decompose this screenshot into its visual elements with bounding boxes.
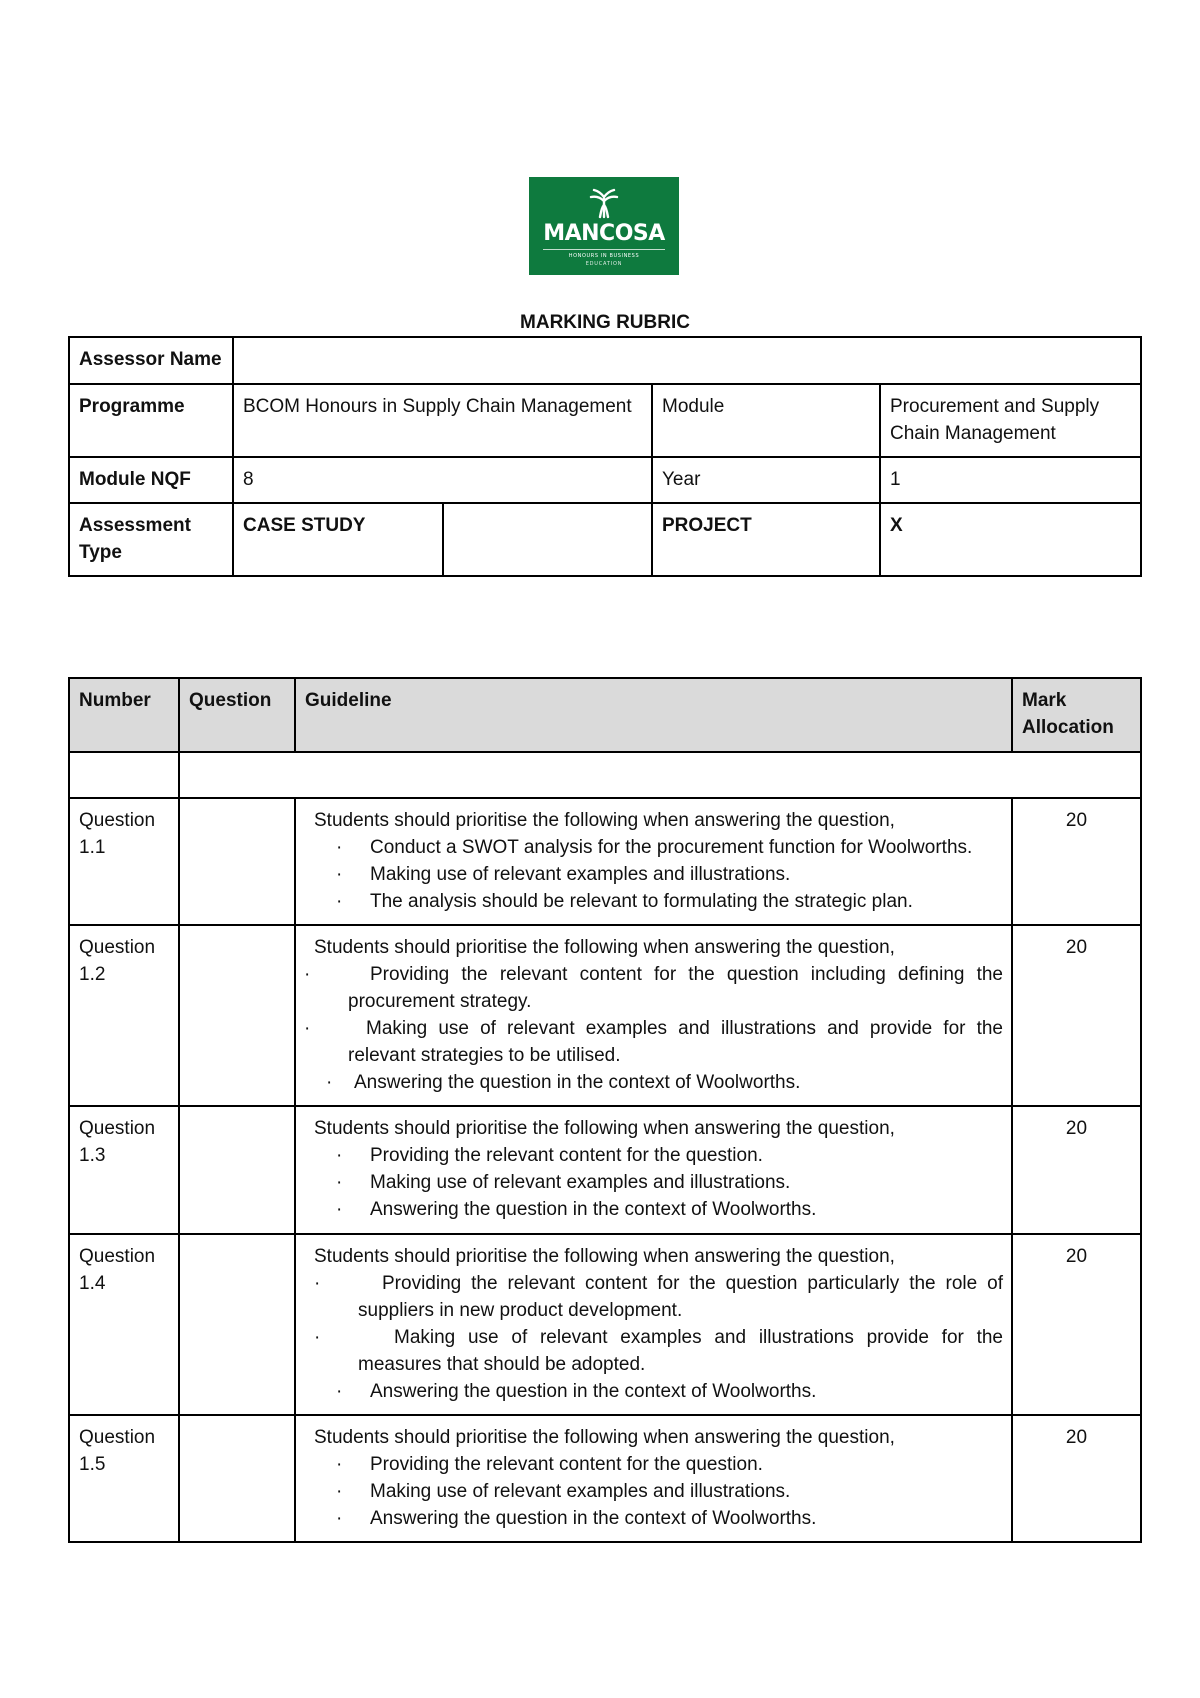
- list-item: · Making use of relevant examples and illustrations.: [336, 1481, 791, 1502]
- nqf-value: 8: [233, 457, 652, 503]
- row-question: [179, 1234, 295, 1415]
- year-value: 1: [880, 457, 1141, 503]
- table-row: [69, 1415, 1141, 1542]
- list-item: · Answering the question in the context of Woolworths.: [336, 1508, 817, 1529]
- programme-label: Programme: [69, 384, 233, 457]
- header-mark-allocation: Mark Allocation: [1012, 678, 1141, 752]
- module-value: Procurement and Supply Chain Management: [880, 384, 1141, 457]
- assessor-label: Assessor Name: [69, 337, 233, 384]
- list-item: · Answering the question in the context of Woolworths.: [326, 1072, 801, 1093]
- row-mark: 20: [1012, 1415, 1141, 1542]
- row-number: Question 1.3: [69, 1106, 179, 1234]
- assessment-info-table: [68, 336, 1142, 577]
- type-case-study: CASE STUDY: [233, 503, 443, 576]
- type-label: Assessment Type: [69, 503, 233, 576]
- row-number: Question 1.2: [69, 925, 179, 1106]
- type-project: PROJECT: [652, 503, 880, 576]
- table-row: [69, 925, 1141, 1106]
- row-mark: 20: [1012, 798, 1141, 925]
- rubric-empty-row: [69, 752, 1141, 798]
- row-number: Question 1.5: [69, 1415, 179, 1542]
- module-label: Module: [652, 384, 880, 457]
- table-row: [69, 1106, 1141, 1234]
- type-project-mark: X: [880, 503, 1141, 576]
- row-guideline: [295, 925, 1012, 1106]
- list-item: · Providing the relevant content for the question particularly the role of suppliers in new product development.: [314, 1273, 1003, 1321]
- guideline-intro: Students should prioritise the following when answering the question,: [314, 810, 895, 831]
- list-item: · Providing the relevant content for the question.: [336, 1145, 763, 1166]
- row-number: Question 1.4: [69, 1234, 179, 1415]
- mancosa-logo: [529, 177, 679, 275]
- empty-merged-cell: [179, 752, 1141, 798]
- list-item: · Providing the relevant content for the question including defining the procurement strategy.: [304, 964, 1003, 1012]
- list-item: · Making use of relevant examples and illustrations and provide for the relevant strategies to be utilised.: [304, 1018, 1003, 1066]
- list-item: · Making use of relevant examples and illustrations.: [336, 1172, 791, 1193]
- year-label: Year: [652, 457, 880, 503]
- programme-value: BCOM Honours in Supply Chain Management: [233, 384, 652, 457]
- info-row-type: [69, 503, 1141, 576]
- list-item: · Providing the relevant content for the question.: [336, 1454, 763, 1475]
- list-item: · Answering the question in the context of Woolworths.: [336, 1199, 817, 1220]
- guideline-intro: Students should prioritise the following when answering the question,: [314, 1118, 895, 1139]
- info-row-assessor: [69, 337, 1141, 384]
- row-number: Question 1.1: [69, 798, 179, 925]
- logo-divider: [543, 249, 665, 250]
- logo-brand-text: MANCOSA: [543, 221, 665, 246]
- table-row: [69, 1234, 1141, 1415]
- guideline-intro: Students should prioritise the following when answering the question,: [314, 937, 895, 958]
- list-item: · Answering the question in the context of Woolworths.: [336, 1381, 817, 1402]
- logo-subline: EDUCATION: [585, 261, 623, 267]
- row-mark: 20: [1012, 1106, 1141, 1234]
- assessor-value: [233, 337, 1141, 384]
- row-question: [179, 798, 295, 925]
- page-title: MARKING RUBRIC: [520, 312, 690, 333]
- row-guideline: [295, 1106, 1012, 1234]
- row-guideline: [295, 798, 1012, 925]
- table-row: [69, 798, 1141, 925]
- row-mark: 20: [1012, 925, 1141, 1106]
- row-guideline: [295, 1415, 1012, 1542]
- rubric-header-row: [69, 678, 1141, 752]
- info-row-programme: [69, 384, 1141, 457]
- row-question: [179, 1415, 295, 1542]
- header-question: Question: [179, 678, 295, 752]
- list-item: · Conduct a SWOT analysis for the procurement function for Woolworths.: [336, 837, 973, 858]
- header-guideline: Guideline: [295, 678, 1012, 752]
- marking-rubric-table: [68, 677, 1142, 1543]
- nqf-label: Module NQF: [69, 457, 233, 503]
- info-row-nqf: [69, 457, 1141, 503]
- guideline-intro: Students should prioritise the following when answering the question,: [314, 1427, 895, 1448]
- row-question: [179, 925, 295, 1106]
- list-item: · The analysis should be relevant to formulating the strategic plan.: [336, 891, 913, 912]
- row-question: [179, 1106, 295, 1234]
- logo-tagline: HONOURS IN BUSINESS: [568, 253, 640, 259]
- guideline-intro: Students should prioritise the following when answering the question,: [314, 1246, 895, 1267]
- list-item: · Making use of relevant examples and illustrations provide for the measures that should be adopted.: [314, 1327, 1003, 1375]
- row-guideline: [295, 1234, 1012, 1415]
- empty-number-cell: [69, 752, 179, 798]
- list-item: · Making use of relevant examples and illustrations.: [336, 864, 791, 885]
- palm-emblem-icon: [586, 187, 622, 219]
- type-case-study-mark: [443, 503, 652, 576]
- row-mark: 20: [1012, 1234, 1141, 1415]
- header-number: Number: [69, 678, 179, 752]
